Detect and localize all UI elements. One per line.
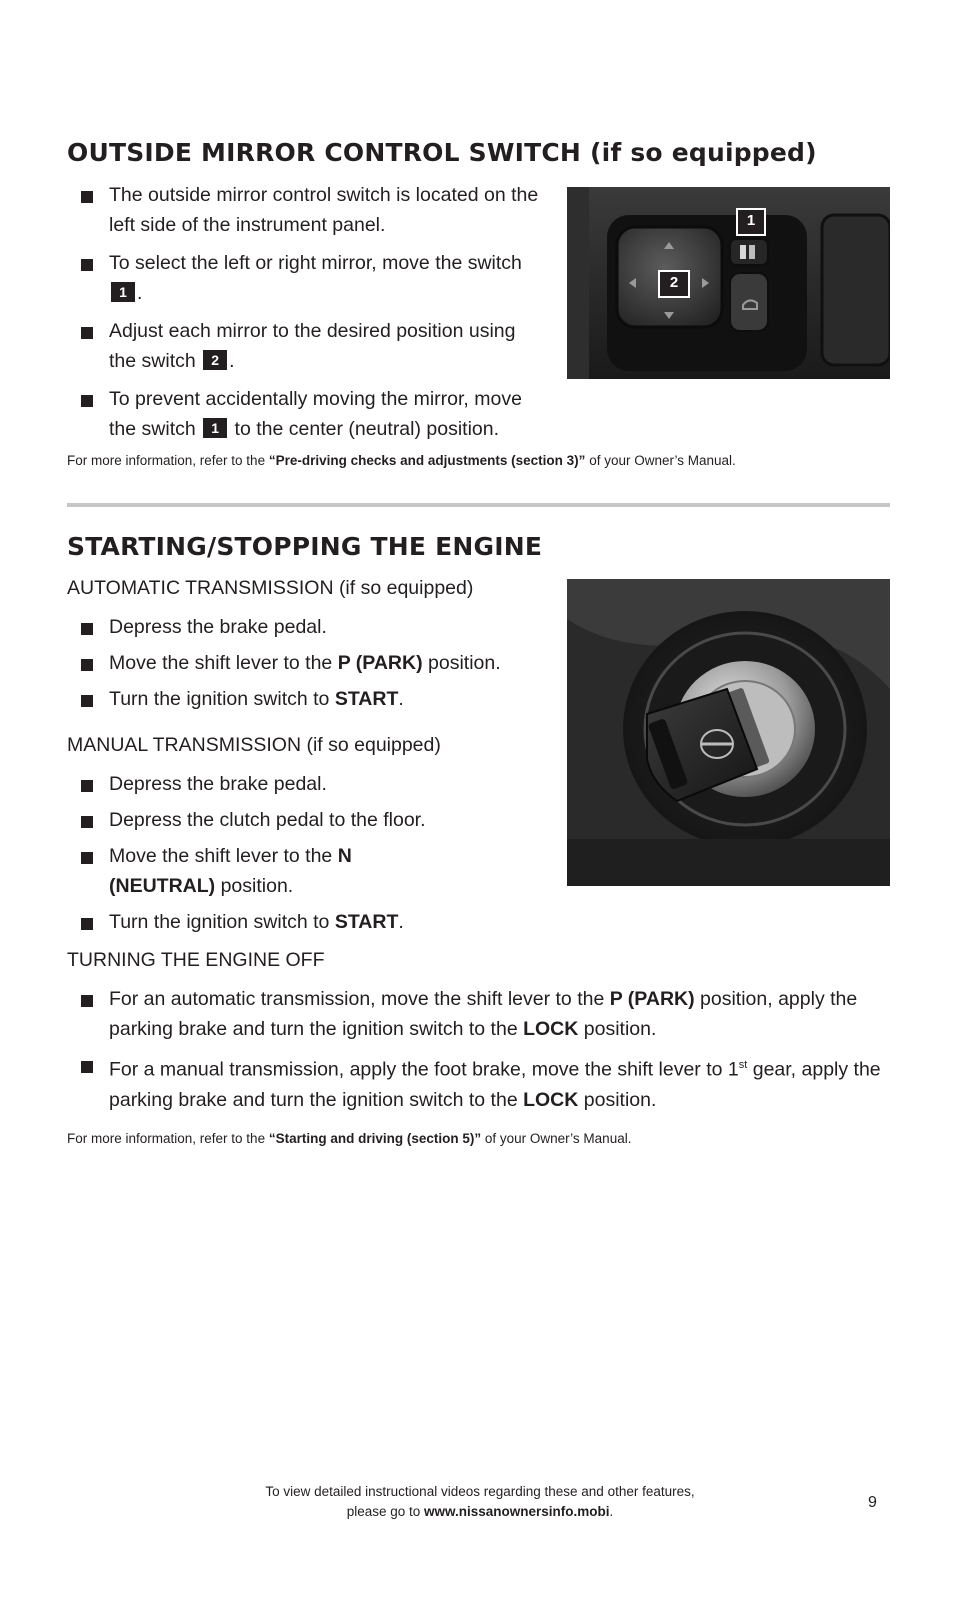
- photo-callout-2: 2: [669, 274, 679, 291]
- mirror-section-title: OUTSIDE MIRROR CONTROL SWITCH (if so equipped): [67, 138, 817, 167]
- page-number: 9: [868, 1494, 877, 1511]
- list-item: To prevent accidentally moving the mirror, move the switch 1 to the center (neutral) position.: [67, 384, 547, 444]
- engine-section-title: STARTING/STOPPING THE ENGINE: [67, 532, 543, 561]
- callout-1-badge: 1: [203, 418, 227, 438]
- list-item: For an automatic transmission, move the shift lever to the P (PARK) position, apply the parking brake and turn the ignition switch to the LOCK position.: [67, 984, 893, 1044]
- engine-off-heading: TURNING THE ENGINE OFF: [67, 949, 325, 971]
- manual-bullet-list: [67, 769, 467, 937]
- list-item: For a manual transmission, apply the foot brake, move the shift lever to 1st gear, apply the parking brake and turn the ignition switch to the LOCK position.: [67, 1050, 893, 1115]
- manual-transmission-heading: MANUAL TRANSMISSION (if so equipped): [67, 734, 441, 756]
- photo-callout-1: 1: [746, 212, 756, 229]
- list-item: Move the shift lever to the P (PARK) position.: [67, 648, 547, 678]
- automatic-bullet-list: [67, 612, 547, 714]
- list-item: Move the shift lever to the N (NEUTRAL) position.: [67, 841, 359, 901]
- callout-1-badge: 1: [111, 282, 135, 302]
- engine-reference-note: For more information, refer to the “Starting and driving (section 5)” of your Owner’s Manual.: [67, 1131, 632, 1146]
- list-item: The outside mirror control switch is located on the left side of the instrument panel.: [67, 180, 547, 240]
- mirror-reference-note: For more information, refer to the “Pre-driving checks and adjustments (section 3)” of your Owner’s Manual.: [67, 453, 736, 468]
- mirror-switch-photo: [567, 187, 890, 379]
- section-divider: [67, 503, 890, 507]
- list-item: Depress the brake pedal.: [67, 769, 467, 799]
- engine-off-bullet-list: [67, 984, 893, 1115]
- callout-2-badge: 2: [203, 350, 227, 370]
- list-item: Turn the ignition switch to START.: [67, 907, 467, 937]
- automatic-transmission-heading: AUTOMATIC TRANSMISSION (if so equipped): [67, 577, 474, 599]
- list-item: To select the left or right mirror, move the switch 1 .: [67, 248, 547, 308]
- website-link[interactable]: www.nissanownersinfo.mobi: [424, 1504, 610, 1519]
- ignition-key-photo: [567, 579, 890, 886]
- list-item: Depress the clutch pedal to the floor.: [67, 805, 467, 835]
- mirror-bullet-list: [67, 180, 547, 444]
- footer-text: To view detailed instructional videos regarding these and other features, please go to www.nissanownersinfo.mobi.: [265, 1484, 695, 1519]
- list-item: Adjust each mirror to the desired position using the switch 2 .: [67, 316, 547, 376]
- list-item: Depress the brake pedal.: [67, 612, 547, 642]
- list-item: Turn the ignition switch to START.: [67, 684, 547, 714]
